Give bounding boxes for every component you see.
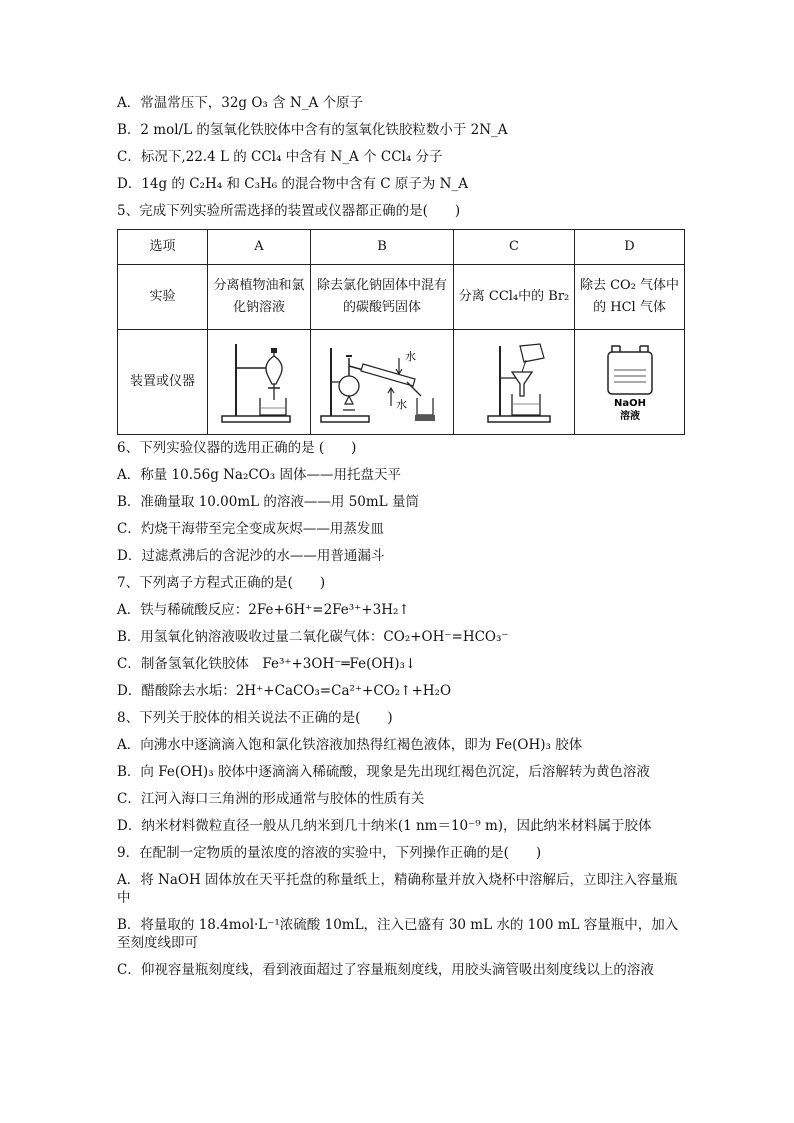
exam-page (117, 94, 687, 988)
filtration-apparatus-icon (464, 338, 564, 426)
row-label: 实验 (118, 265, 208, 330)
apparatus-c-cell (454, 330, 575, 435)
table-cell: 除去氯化钠固体中混有的碳酸钙固体 (311, 265, 454, 330)
water-label: 水 (396, 398, 407, 411)
solution-label: 溶液 (619, 411, 640, 422)
table-header-row (118, 230, 685, 265)
q7-option-b: B．用氢氧化钠溶液吸收过量二氧化碳气体：CO₂+OH⁻=HCO₃⁻ (117, 629, 509, 645)
apparatus-a-cell (208, 330, 311, 435)
table-cell: 分离植物油和氯化钠溶液 (208, 265, 311, 330)
q8-option-b: B．向 Fe(OH)₃ 胶体中逐滴滴入稀硫酸，现象是先出现红褐色沉淀，后溶解转为黄色溶液 (117, 764, 650, 780)
q8-option-a: A．向沸水中逐滴滴入饱和氯化铁溶液加热得红褐色液体，即为 Fe(OH)₃ 胶体 (117, 737, 583, 753)
q6-option-b: B．准确量取 10.00mL 的溶液——用 50mL 量筒 (117, 494, 419, 510)
q8-option-d: D．纳米材料微粒直径一般从几纳米到几十纳米(1 nm＝10⁻⁹ m)，因此纳米材料属于胶体 (117, 818, 652, 834)
q7-option-a: A．铁与稀硫酸反应：2Fe+6H⁺=2Fe³⁺+3H₂↑ (117, 602, 410, 618)
q9-option-a: A．将 NaOH 固体放在天平托盘的称量纸上，精确称量并放入烧杯中溶解后，立即注入容量瓶中 (117, 872, 678, 906)
header-cell: B (311, 230, 454, 265)
distillation-apparatus-icon (317, 338, 447, 426)
question-7: 7、下列离子方程式正确的是( ) (117, 575, 326, 591)
q7-option-c: C．制备氢氧化铁胶体 Fe³⁺+3OH⁻═Fe(OH)₃↓ (117, 656, 417, 672)
header-cell: A (208, 230, 311, 265)
naoh-label: NaOH (613, 398, 646, 409)
gas-washing-bottle-icon (590, 338, 670, 426)
row-label: 装置或仪器 (118, 330, 208, 435)
apparatus-b-cell (311, 330, 454, 435)
question-8: 8、下列关于胶体的相关说法不正确的是( ) (117, 710, 393, 726)
water-label: 水 (405, 350, 416, 363)
question-6: 6、下列实验仪器的选用正确的是 ( ) (117, 440, 357, 456)
experiment-table (117, 229, 685, 435)
table-cell: 除去 CO₂ 气体中的 HCl 气体 (575, 265, 685, 330)
q6-option-c: C．灼烧干海带至完全变成灰烬——用蒸发皿 (117, 521, 384, 537)
q9-option-c: C．仰视容量瓶刻度线，看到液面超过了容量瓶刻度线，用胶头滴管吸出刻度线以上的溶液 (117, 962, 654, 978)
q8-option-c: C．江河入海口三角洲的形成通常与胶体的性质有关 (117, 791, 425, 807)
q4-option-a: A．常温常压下，32g O₃ 含 N_A 个原子 (117, 95, 364, 111)
header-cell: 选项 (118, 230, 208, 265)
q4-option-b: B．2 mol/L 的氢氧化铁胶体中含有的氢氧化铁胶粒数小于 2N_A (117, 122, 508, 138)
question-5: 5、完成下列实验所需选择的装置或仪器都正确的是( ) (117, 203, 461, 219)
header-cell: D (575, 230, 685, 265)
header-cell: C (454, 230, 575, 265)
apparatus-d-cell (575, 330, 685, 435)
table-apparatus-row (118, 330, 685, 435)
separatory-funnel-apparatus-icon (214, 338, 304, 426)
q6-option-d: D．过滤煮沸后的含泥沙的水——用普通漏斗 (117, 548, 385, 564)
q4-option-c: C．标况下,22.4 L 的 CCl₄ 中含有 N_A 个 CCl₄ 分子 (117, 149, 443, 165)
q6-option-a: A．称量 10.56g Na₂CO₃ 固体——用托盘天平 (117, 467, 401, 483)
table-experiment-row (118, 265, 685, 330)
q7-option-d: D．醋酸除去水垢：2H⁺+CaCO₃=Ca²⁺+CO₂↑+H₂O (117, 683, 452, 699)
question-9: 9．在配制一定物质的量浓度的溶液的实验中，下列操作正确的是( ) (117, 845, 542, 861)
q4-option-d: D．14g 的 C₂H₄ 和 C₃H₆ 的混合物中含有 C 原子为 N_A (117, 176, 468, 192)
table-cell: 分离 CCl₄中的 Br₂ (454, 265, 575, 330)
q9-option-b: B．将量取的 18.4mol·L⁻¹浓硫酸 10mL，注入已盛有 30 mL 水的 100 mL 容量瓶中，加入至刻度线即可 (117, 917, 679, 951)
